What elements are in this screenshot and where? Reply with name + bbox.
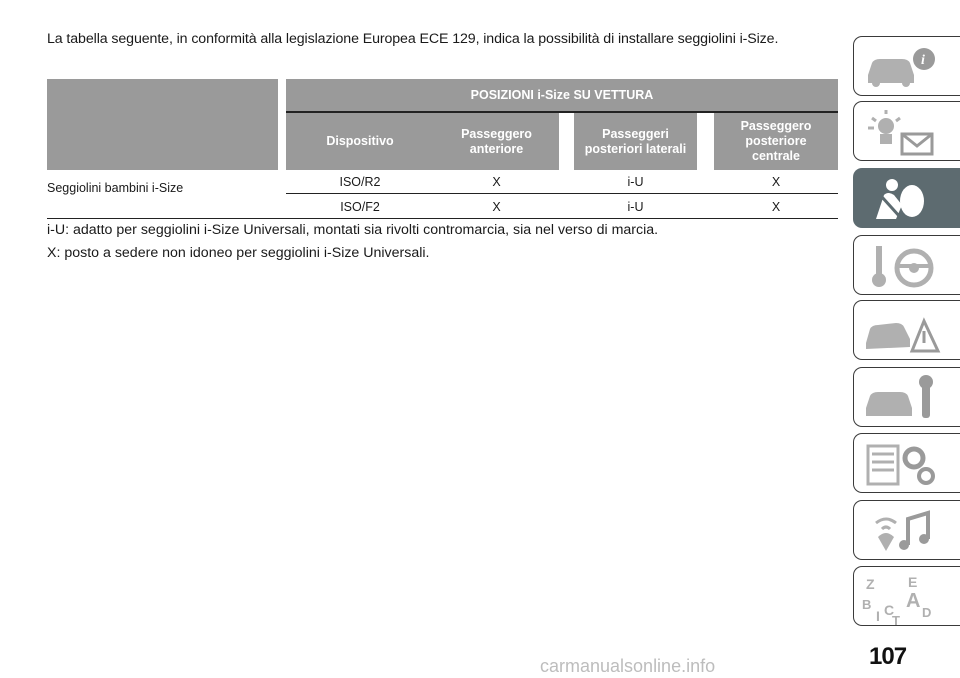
svg-text:I: I [876,608,880,624]
car-wrench-icon [862,374,942,422]
header-front-label: Passeggero anteriore [461,126,532,156]
row-divider [286,193,838,194]
header-rear-side-label: Passeggeri posteriori laterali [584,126,687,156]
tab-key-steering[interactable] [853,235,960,295]
header-device: Dispositivo [286,113,434,170]
table-group-header: POSIZIONI i-Size SU VETTURA [286,79,838,111]
tab-warning-lights[interactable] [853,101,960,161]
tab-accident[interactable] [853,300,960,360]
specs-gear-icon [862,440,942,488]
key-steering-wheel-icon [862,242,942,290]
row-group-label: Seggiolini bambini i-Size [47,181,184,195]
warning-lights-icon [862,108,942,156]
car-info-icon [862,43,942,91]
row2-rear-side: i-U [627,200,644,214]
note-x: X: posto a sedere non idoneo per seggiolini i-Size Universali. [47,245,430,261]
svg-text:T: T [892,613,900,625]
svg-text:D: D [922,605,932,620]
tab-seat-safety[interactable] [853,168,960,228]
row1-rear-center: X [771,175,781,189]
seat-safety-icon [862,175,942,223]
multimedia-icon [862,507,942,555]
svg-text:C: C [884,602,895,618]
header-front [434,113,559,170]
note-iu: i-U: adatto per seggiolini i-Size Universali, montati sia rivolti contromarcia, sia nel verso di marcia. [47,222,659,238]
tab-index[interactable] [853,566,960,626]
row1-device: ISO/R2 [339,175,381,189]
car-accident-icon [862,307,942,355]
tab-car-info[interactable] [853,36,960,96]
tab-multimedia[interactable] [853,500,960,560]
row1-rear-side: i-U [627,175,644,189]
intro-text: La tabella seguente, in conformità alla legislazione Europea ECE 129, indica la possibilità di installare seggiolini i-Size. [47,31,779,47]
table-bottom-rule [47,218,838,219]
header-rear-center-label: Passeggero posteriore centrale [740,119,812,163]
tab-specs[interactable] [853,433,960,493]
watermark: carmanualsonline.info [540,656,716,676]
svg-text:B: B [862,597,872,612]
row2-rear-center: X [771,200,781,214]
header-rear-center [714,113,838,170]
alphabetical-index-icon [862,573,942,625]
svg-text:A: A [906,590,921,612]
svg-text:E: E [908,574,918,590]
page-number: 107 [869,643,907,670]
header-rear-side [574,113,697,170]
svg-text:i: i [921,53,925,68]
row1-front: X [492,175,501,189]
row2-front: X [492,200,501,214]
tab-maintenance[interactable] [853,367,960,427]
svg-text:Z: Z [866,576,875,592]
table-header-blank [47,79,278,170]
row2-device: ISO/F2 [340,200,380,214]
